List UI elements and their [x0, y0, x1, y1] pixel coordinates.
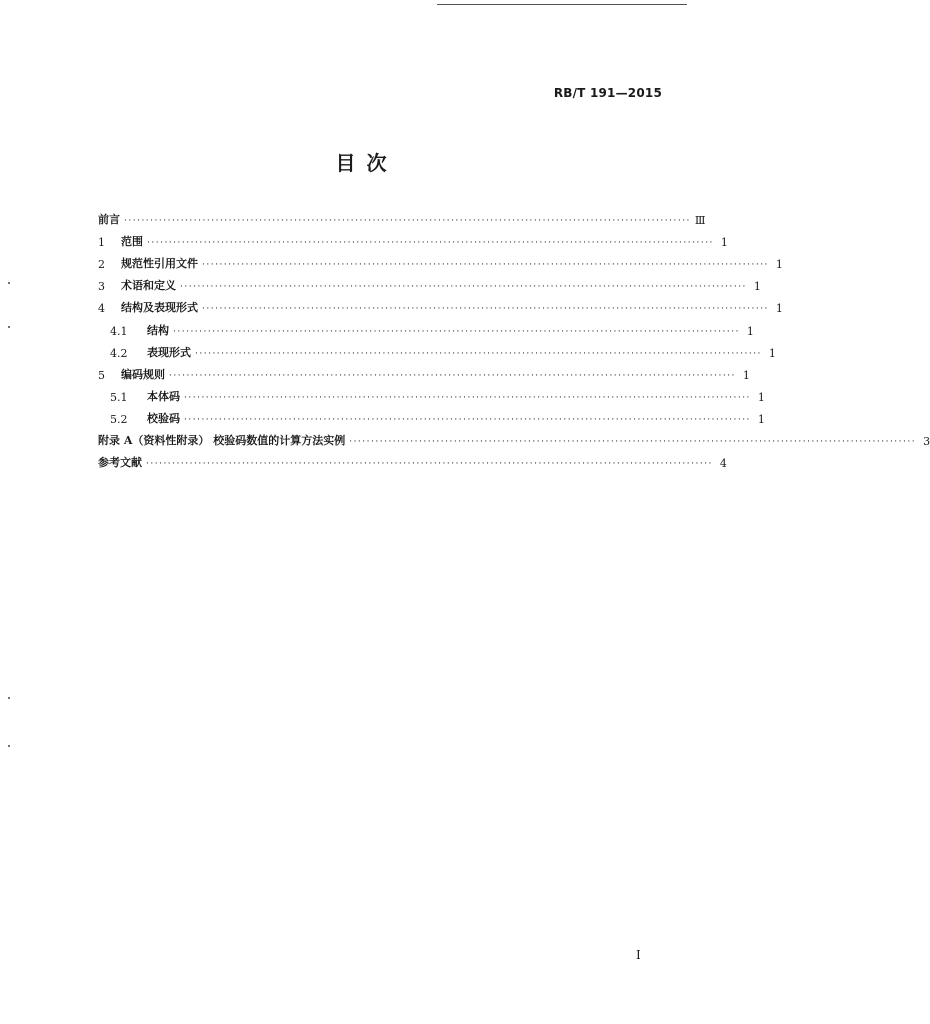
- toc-label: 校验码: [147, 411, 180, 425]
- toc-page: 4: [719, 457, 727, 471]
- toc-page: 1: [742, 368, 750, 382]
- toc-entry-representation[interactable]: [98, 338, 776, 360]
- toc-page: 1: [757, 412, 765, 426]
- toc-page: 1: [775, 302, 783, 316]
- toc-page: 1: [720, 236, 728, 250]
- toc-label: 结构及表现形式: [121, 301, 198, 315]
- table-of-contents: [98, 205, 930, 471]
- toc-number: 5.2: [110, 412, 128, 426]
- toc-number: 4: [98, 302, 105, 316]
- toc-number: 2: [98, 258, 105, 272]
- toc-leader: ··································································································································: [195, 348, 762, 359]
- scan-speck: [8, 745, 10, 747]
- scan-speck: [8, 326, 10, 328]
- page-number: I: [636, 948, 641, 962]
- toc-label: 范围: [121, 235, 143, 249]
- toc-leader: ··································································································································: [169, 370, 736, 381]
- toc-label: 表现形式: [147, 345, 191, 359]
- toc-entry-body-code[interactable]: [98, 382, 765, 404]
- toc-page: 1: [753, 280, 761, 294]
- toc-leader: ··································································································································: [146, 459, 713, 470]
- toc-entry-structure[interactable]: [98, 293, 783, 316]
- toc-label: 编码规则: [121, 367, 165, 381]
- page-title: 目 次: [335, 151, 389, 175]
- toc-label: 规范性引用文件: [121, 257, 198, 271]
- toc-page: 3: [923, 435, 930, 449]
- toc-leader: ··································································································································: [349, 437, 917, 448]
- toc-number: 3: [98, 280, 105, 294]
- toc-page: 1: [746, 324, 754, 338]
- toc-leader: ··································································································································: [173, 326, 740, 337]
- toc-number: 4.2: [110, 346, 128, 360]
- toc-label: 术语和定义: [121, 279, 176, 293]
- toc-label: 结构: [147, 323, 169, 337]
- toc-page: 1: [775, 258, 783, 272]
- toc-number: 1: [98, 236, 105, 250]
- toc-page: 1: [757, 390, 765, 404]
- toc-entry-bibliography[interactable]: [98, 448, 727, 471]
- toc-label: 本体码: [147, 389, 180, 403]
- toc-leader: ··································································································································: [180, 282, 747, 293]
- toc-entry-annex-a[interactable]: [98, 426, 930, 449]
- toc-leader: ··································································································································: [124, 216, 691, 227]
- toc-leader: ··································································································································: [184, 414, 751, 425]
- toc-entry-structure-sub[interactable]: [98, 315, 754, 338]
- toc-label: 前言: [98, 213, 120, 227]
- toc-label: 参考文献: [98, 456, 142, 470]
- scan-speck: [8, 697, 10, 699]
- toc-leader: ··································································································································: [184, 392, 751, 403]
- toc-entry-terms[interactable]: [98, 271, 761, 294]
- document-code: RB/T 191—2015: [553, 86, 662, 100]
- toc-entry-check-code[interactable]: [98, 404, 765, 426]
- toc-leader: ··································································································································: [147, 238, 714, 249]
- toc-entry-foreword[interactable]: [98, 205, 706, 228]
- toc-page: 1: [768, 346, 776, 360]
- top-rule: [437, 4, 687, 5]
- scan-speck: [8, 282, 10, 284]
- toc-number: 5: [98, 368, 105, 382]
- toc-entry-scope[interactable]: [98, 227, 728, 250]
- toc-entry-coding-rules[interactable]: [98, 360, 750, 382]
- toc-label: 附录 A（资料性附录） 校验码数值的计算方法实例: [98, 434, 346, 448]
- toc-entry-normative-references[interactable]: [98, 249, 783, 272]
- toc-leader: ··································································································································: [202, 304, 769, 315]
- toc-number: 4.1: [110, 324, 128, 338]
- toc-page: Ⅲ: [694, 214, 706, 228]
- toc-number: 5.1: [110, 390, 128, 404]
- toc-leader: ··································································································································: [202, 260, 769, 271]
